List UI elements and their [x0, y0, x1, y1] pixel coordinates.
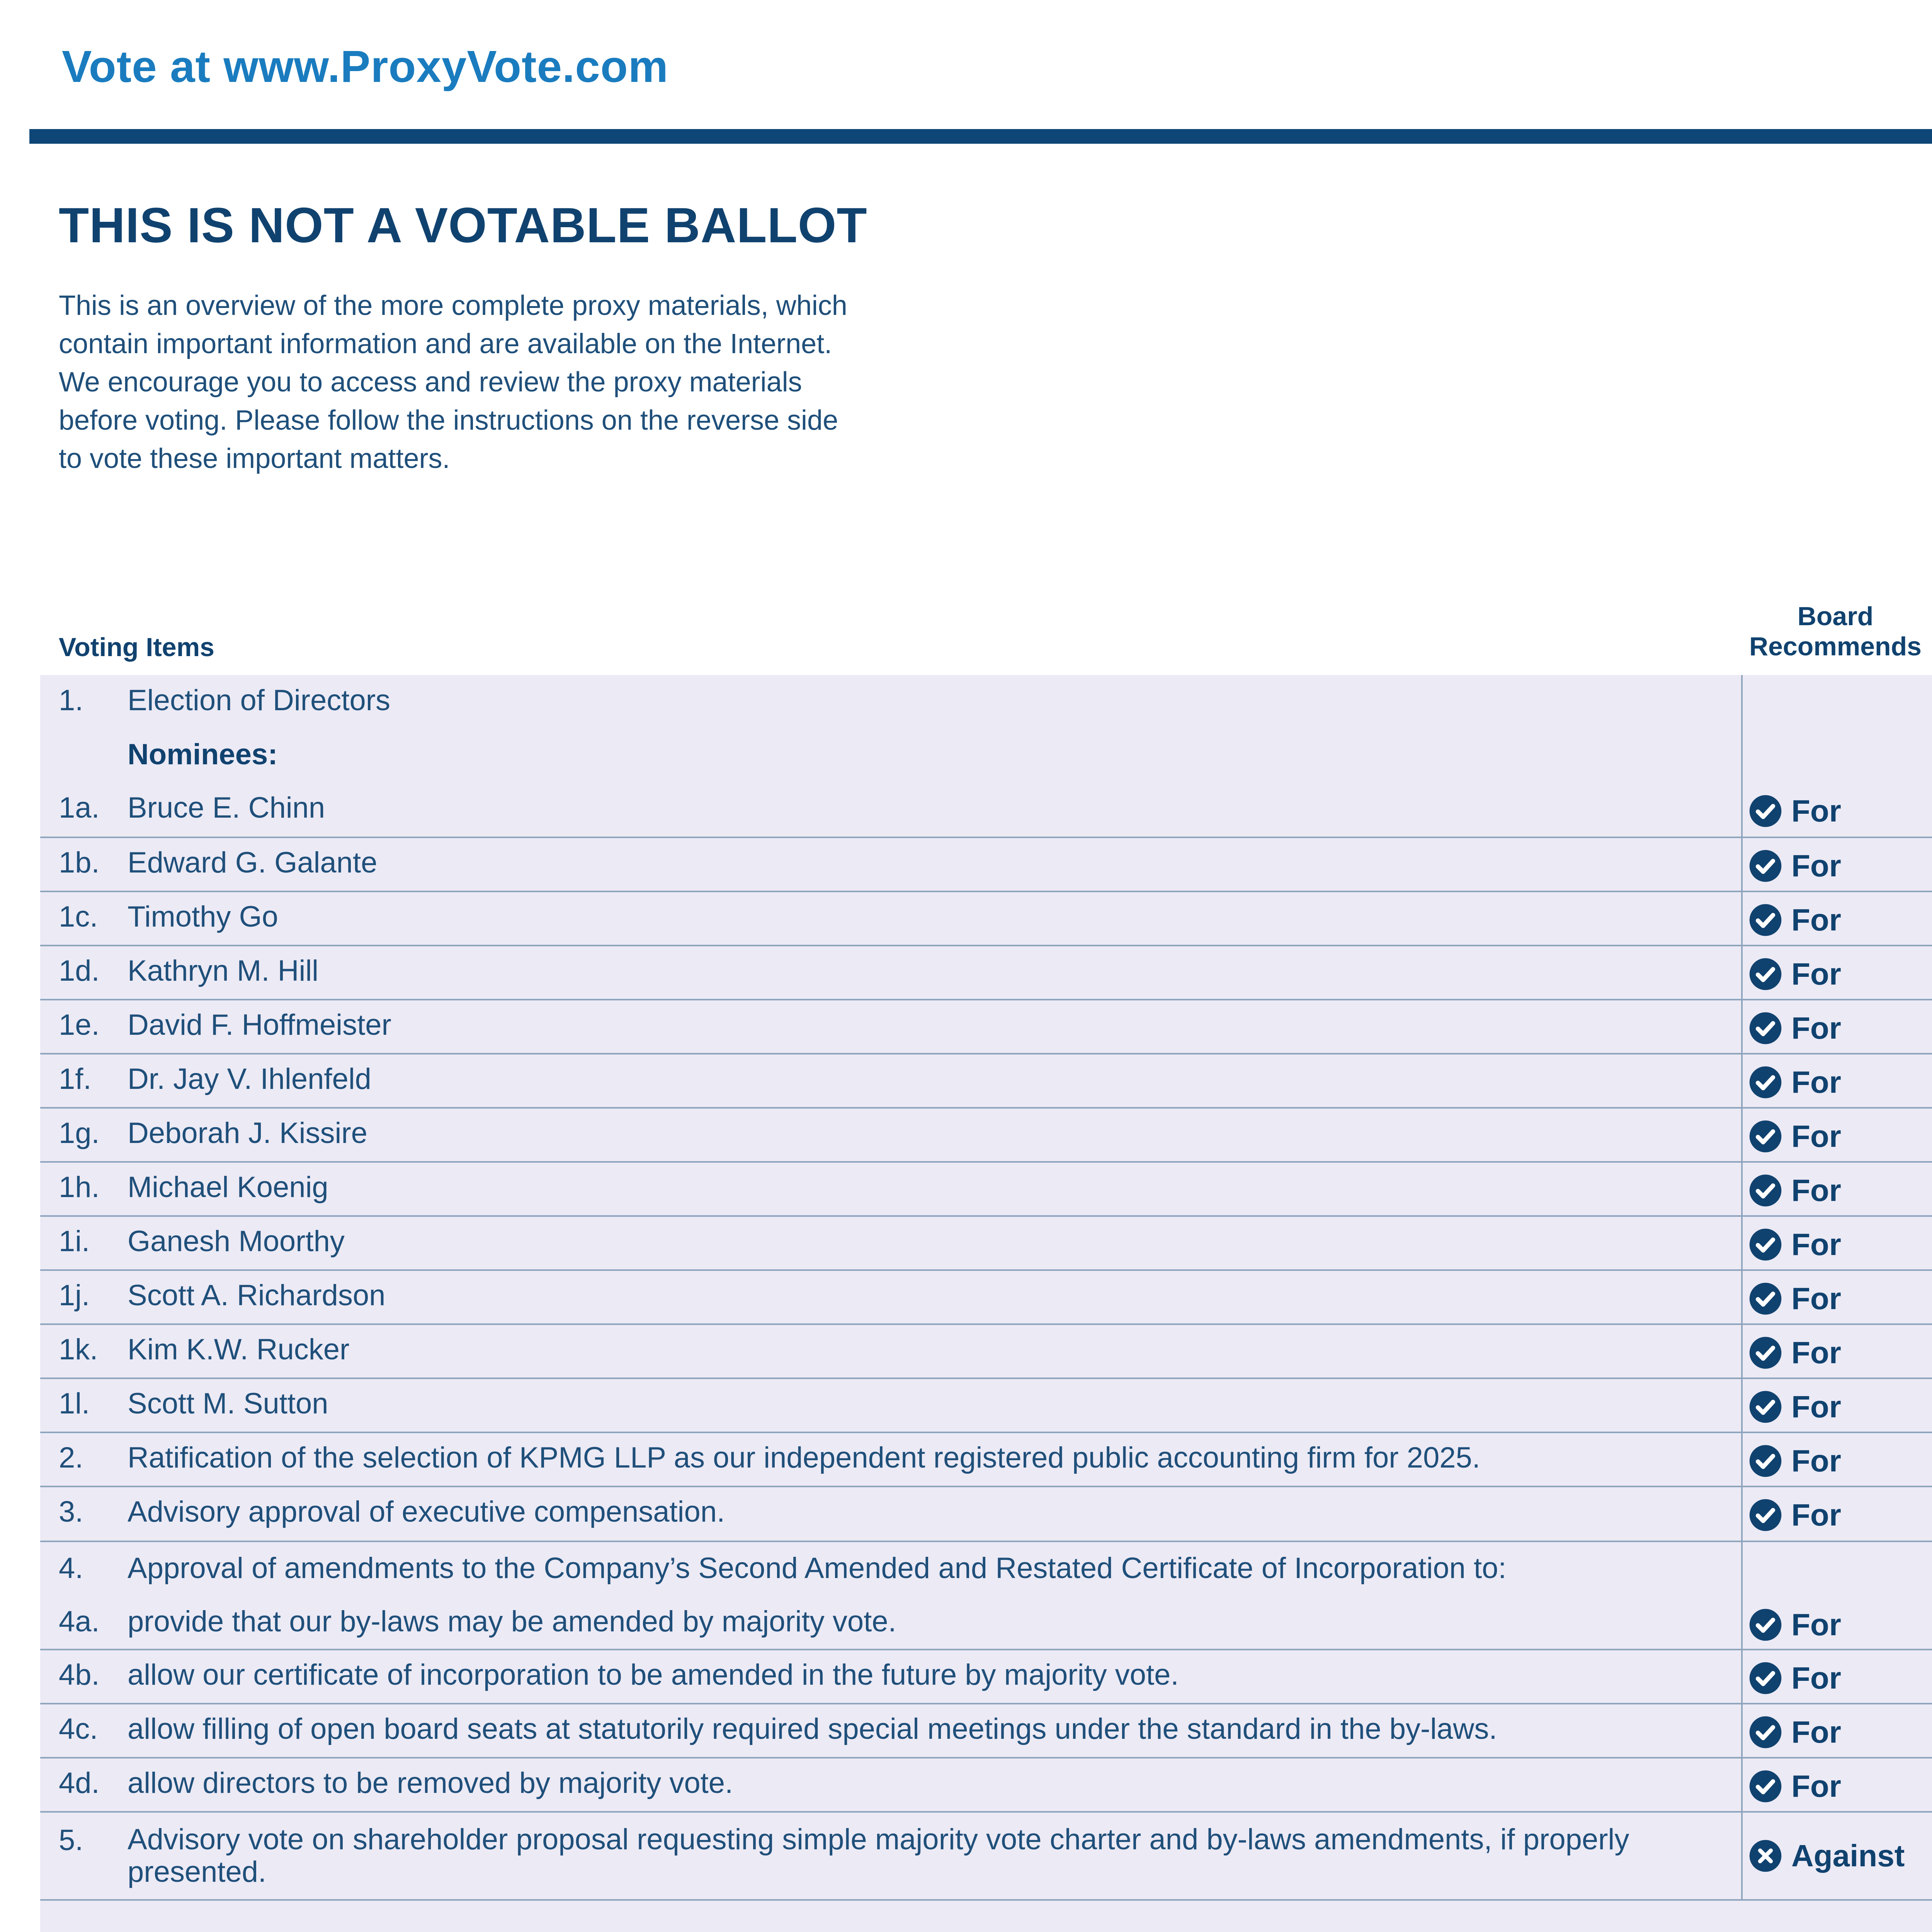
board-recommendation	[1748, 1388, 1841, 1426]
voting-item-row	[40, 1054, 1932, 1109]
recommendation-label: For	[1791, 957, 1841, 991]
voting-item-row	[40, 1596, 1932, 1650]
board-recommendation	[1748, 1171, 1841, 1210]
item-text: Deborah J. Kissire	[128, 1117, 367, 1150]
recommendation-label: For	[1791, 1281, 1841, 1316]
checkmark-circle-icon	[1748, 1335, 1783, 1370]
item-number: 1g.	[59, 1117, 100, 1150]
board-recommendation	[1748, 1117, 1841, 1156]
recommendation-label: For	[1791, 1011, 1841, 1045]
board-recommendation	[1748, 1496, 1841, 1534]
recommendation-label: For	[1791, 1119, 1841, 1153]
item-number: 1.	[59, 684, 83, 717]
intro-line: We encourage you to access and review the proxy materials	[59, 367, 802, 398]
board-recommendation	[1748, 1063, 1841, 1102]
recommendation-label: For	[1791, 1173, 1841, 1208]
recommendation-label: For	[1791, 1715, 1841, 1749]
voting-item-row	[40, 946, 1932, 1000]
voting-item-row	[40, 675, 1932, 729]
checkmark-circle-icon	[1748, 1607, 1783, 1642]
item-number: 1j.	[59, 1279, 90, 1312]
voting-item-row	[40, 1000, 1932, 1054]
proxyvote-link[interactable]: Vote at www.ProxyVote.com	[62, 41, 668, 92]
item-text: Approval of amendments to the Company’s Second Amended and Restated Certificate of Incorporation to:	[128, 1552, 1507, 1585]
intro-line: This is an overview of the more complete proxy materials, which	[59, 290, 847, 321]
voting-item-row	[40, 1542, 1932, 1596]
item-number: 1c.	[59, 900, 98, 933]
voting-item-row	[40, 1813, 1932, 1901]
item-text: Election of Directors	[128, 684, 391, 717]
board-recommendation	[1748, 1442, 1841, 1480]
recommendation-label: For	[1791, 794, 1841, 828]
item-text: Kim K.W. Rucker	[128, 1333, 350, 1366]
item-number: 5.	[59, 1824, 83, 1857]
voting-item-row	[40, 729, 1932, 783]
item-number: 1h.	[59, 1171, 100, 1204]
board-recommendation	[1748, 1713, 1841, 1752]
item-number: 4.	[59, 1552, 83, 1585]
recommendation-label: For	[1791, 849, 1841, 883]
item-text: Ratification of the selection of KPMG LLP as our independent registered public accounting firm for 2025.	[128, 1441, 1480, 1474]
checkmark-circle-icon	[1748, 1661, 1783, 1696]
item-text: allow directors to be removed by majority vote.	[128, 1767, 733, 1799]
checkmark-circle-icon	[1748, 1173, 1783, 1208]
item-text: Michael Koenig	[128, 1171, 328, 1204]
recommendation-label: For	[1791, 1335, 1841, 1370]
item-number: 1a.	[59, 791, 100, 824]
checkmark-circle-icon	[1748, 1227, 1783, 1262]
checkmark-circle-icon	[1748, 1065, 1783, 1100]
recommendation-label: For	[1791, 1498, 1841, 1532]
x-circle-icon	[1748, 1838, 1783, 1873]
voting-item-row	[40, 1433, 1932, 1487]
item-number: 1e.	[59, 1009, 100, 1041]
intro-line: to vote these important matters.	[59, 443, 450, 474]
recommendation-label: For	[1791, 1444, 1841, 1478]
item-text: Kathryn M. Hill	[128, 954, 319, 987]
board-recommendation	[1748, 1659, 1841, 1697]
item-number: 1l.	[59, 1387, 90, 1420]
voting-item-row	[40, 1325, 1932, 1379]
voting-item-row	[40, 1650, 1932, 1704]
board-recommendation	[1748, 1837, 1905, 1875]
board-recommendation	[1748, 792, 1841, 830]
recommendation-label: For	[1791, 1227, 1841, 1262]
board-recommendation	[1748, 955, 1841, 993]
item-number: 2.	[59, 1441, 83, 1474]
checkmark-circle-icon	[1748, 1444, 1783, 1478]
checkmark-circle-icon	[1748, 1281, 1783, 1316]
item-text: allow our certificate of incorporation to be amended in the future by majority vote.	[128, 1658, 1179, 1691]
page-title: THIS IS NOT A VOTABLE BALLOT	[59, 198, 867, 253]
checkmark-circle-icon	[1748, 903, 1783, 937]
column-divider	[1741, 675, 1743, 1901]
voting-item-row	[40, 1487, 1932, 1542]
item-text: Ganesh Moorthy	[128, 1225, 345, 1258]
item-text: Timothy Go	[128, 900, 278, 933]
board-recommends-header	[1727, 601, 1932, 662]
item-number: 1f.	[59, 1063, 92, 1095]
voting-item-row	[40, 1271, 1932, 1325]
board-recommendation	[1748, 847, 1841, 885]
item-text: provide that our by-laws may be amended by majority vote.	[128, 1605, 896, 1638]
nominees-label: Nominees:	[128, 738, 278, 771]
item-text: Advisory vote on shareholder proposal requesting simple majority vote charter and by-laws amendments, if properly presented.	[128, 1823, 1629, 1888]
recommendation-label: For	[1791, 903, 1841, 937]
item-number: 1i.	[59, 1225, 90, 1258]
recommendation-label: For	[1791, 1065, 1841, 1099]
checkmark-circle-icon	[1748, 1769, 1783, 1804]
item-text: Edward G. Galante	[128, 846, 378, 879]
board-recommendation	[1748, 901, 1841, 939]
board-header-line: Recommends	[1749, 632, 1922, 661]
item-number: 4a.	[59, 1605, 100, 1638]
item-number: 4c.	[59, 1713, 98, 1745]
voting-item-row	[40, 1379, 1932, 1433]
checkmark-circle-icon	[1748, 1389, 1783, 1424]
checkmark-circle-icon	[1748, 1011, 1783, 1046]
header-rule	[29, 129, 1932, 144]
recommendation-label: For	[1791, 1661, 1841, 1695]
recommendation-label: For	[1791, 1607, 1841, 1642]
recommendation-label: Against	[1791, 1838, 1905, 1873]
voting-item-row	[40, 1759, 1932, 1813]
voting-item-row	[40, 838, 1932, 892]
item-number: 1k.	[59, 1333, 98, 1366]
checkmark-circle-icon	[1748, 1498, 1783, 1532]
checkmark-circle-icon	[1748, 1715, 1783, 1750]
checkmark-circle-icon	[1748, 794, 1783, 828]
item-number: 3.	[59, 1495, 83, 1528]
voting-item-row	[40, 1217, 1932, 1271]
intro-line: contain important information and are available on the Internet.	[59, 328, 832, 359]
board-recommendation	[1748, 1009, 1841, 1048]
item-text: Advisory approval of executive compensation.	[128, 1495, 725, 1528]
item-number: 1d.	[59, 954, 100, 987]
item-text: Bruce E. Chinn	[128, 791, 325, 824]
board-recommendation	[1748, 1605, 1841, 1644]
checkmark-circle-icon	[1748, 957, 1783, 992]
item-text: Scott A. Richardson	[128, 1279, 386, 1312]
intro-line: before voting. Please follow the instructions on the reverse side	[59, 405, 838, 436]
checkmark-circle-icon	[1748, 849, 1783, 883]
item-number: 4b.	[59, 1658, 100, 1691]
board-recommendation	[1748, 1767, 1841, 1806]
board-recommendation	[1748, 1333, 1841, 1372]
board-recommendation	[1748, 1225, 1841, 1264]
voting-item-row	[40, 1109, 1932, 1163]
item-text: Scott M. Sutton	[128, 1387, 328, 1420]
voting-item-row	[40, 892, 1932, 946]
item-text: Dr. Jay V. Ihlenfeld	[128, 1063, 371, 1095]
item-text: allow filling of open board seats at statutorily required special meetings under the standard in the by-laws.	[128, 1713, 1497, 1745]
item-number: 4d.	[59, 1767, 100, 1799]
board-header-line: Board	[1797, 602, 1874, 631]
checkmark-circle-icon	[1748, 1119, 1783, 1154]
voting-item-row	[40, 1704, 1932, 1759]
recommendation-label: For	[1791, 1389, 1841, 1424]
voting-item-row	[40, 783, 1932, 838]
recommendation-label: For	[1791, 1769, 1841, 1803]
voting-items-header: Voting Items	[59, 633, 214, 662]
item-number: 1b.	[59, 846, 100, 879]
board-recommendation	[1748, 1279, 1841, 1318]
item-text: David F. Hoffmeister	[128, 1009, 391, 1041]
intro-paragraph	[59, 287, 986, 478]
voting-item-row	[40, 1163, 1932, 1217]
